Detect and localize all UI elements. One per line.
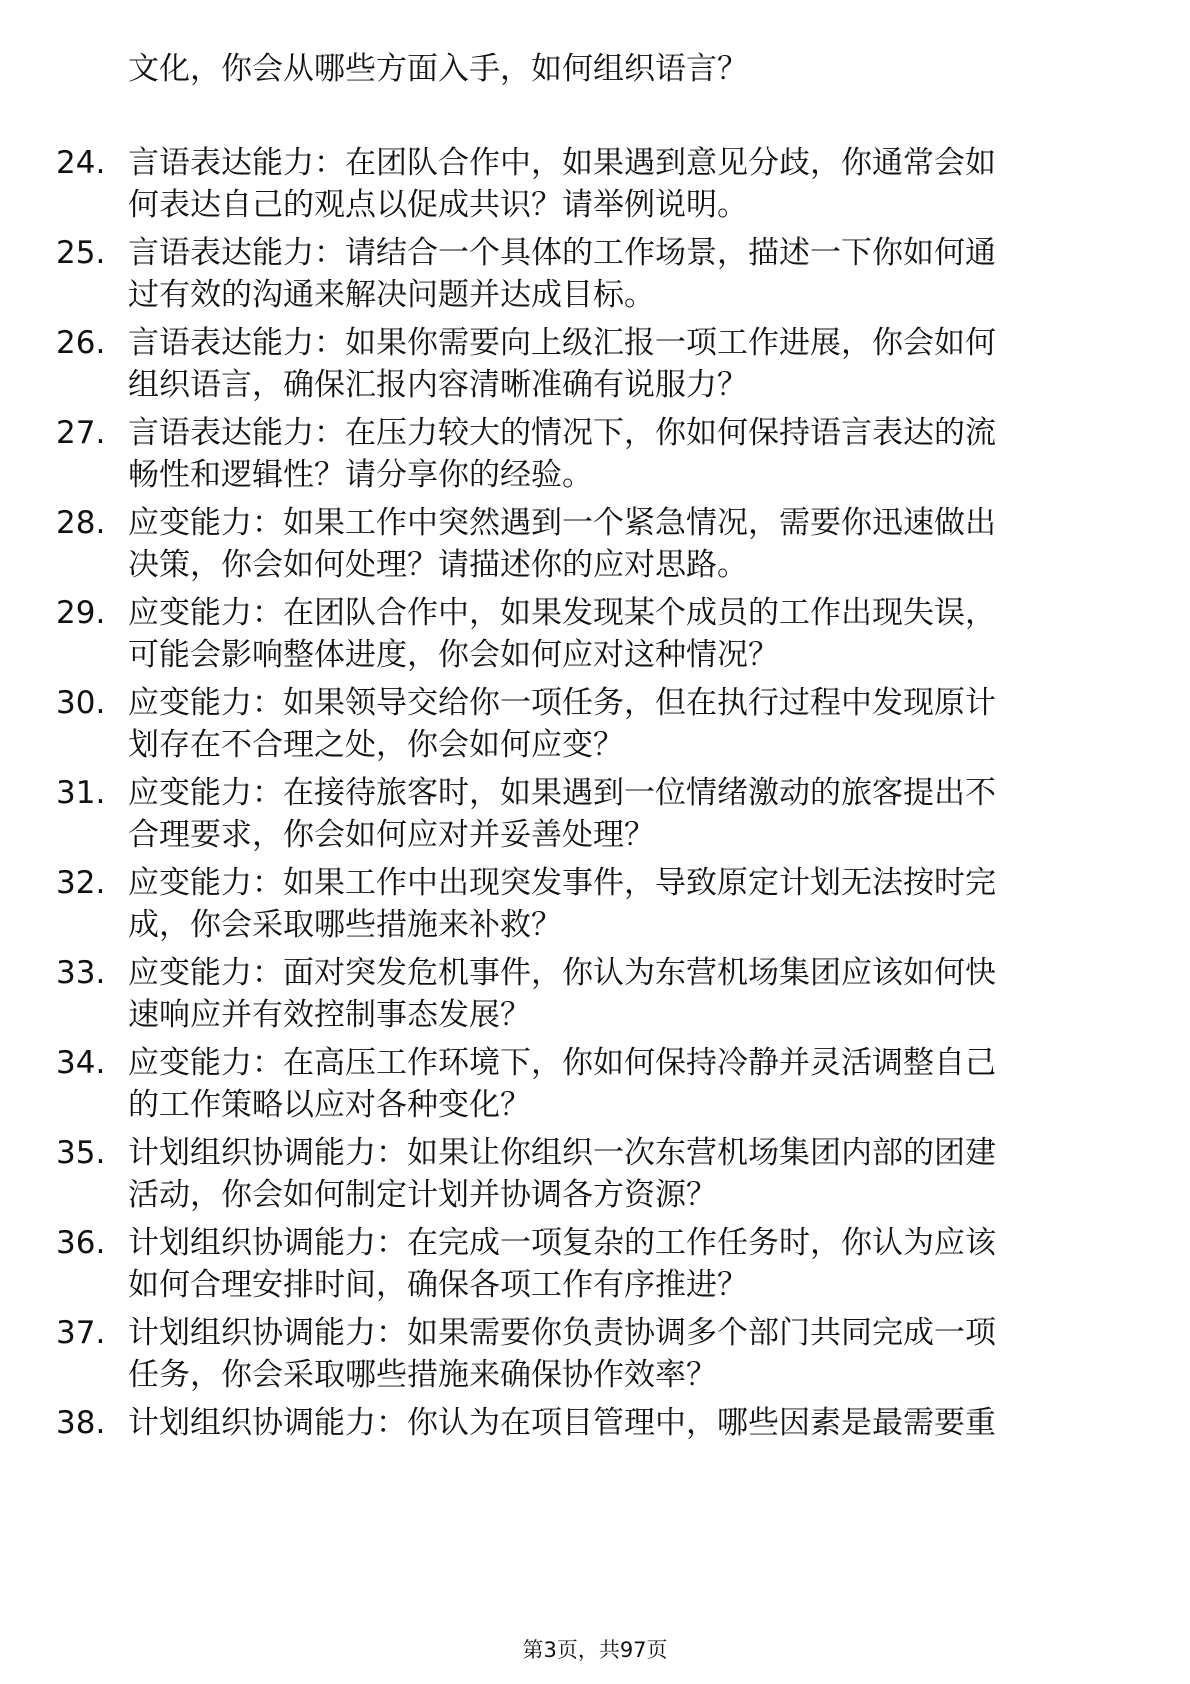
- item-text-line: 应变能力：在团队合作中，如果发现某个成员的工作出现失误，: [128, 595, 996, 631]
- item-number: 30.: [56, 685, 106, 721]
- item-number: 33.: [56, 955, 106, 991]
- item-number: 35.: [56, 1135, 106, 1171]
- item-text-line: 畅性和逻辑性？请分享你的经验。: [128, 457, 593, 493]
- item-text-line: 应变能力：如果工作中突然遇到一个紧急情况，需要你迅速做出: [128, 505, 996, 541]
- item-text: [128, 1312, 1128, 1396]
- item-text: [128, 142, 1128, 226]
- item-number: 34.: [56, 1045, 106, 1081]
- item-text-line: 任务，你会采取哪些措施来确保协作效率？: [128, 1357, 717, 1393]
- item-text-line: 何表达自己的观点以促成共识？请举例说明。: [128, 187, 748, 223]
- item-text-line: 应变能力：面对突发危机事件，你认为东营机场集团应该如何快: [128, 955, 996, 991]
- item-text-line: 合理要求，你会如何应对并妥善处理？: [128, 817, 655, 853]
- item-text-line: 计划组织协调能力：如果让你组织一次东营机场集团内部的团建: [128, 1135, 996, 1171]
- item-number: 27.: [56, 415, 106, 451]
- item-text-line: 言语表达能力：请结合一个具体的工作场景，描述一下你如何通: [128, 235, 996, 271]
- item-text-line: 计划组织协调能力：如果需要你负责协调多个部门共同完成一项: [128, 1315, 996, 1351]
- item-number: 36.: [56, 1225, 106, 1261]
- item-text: [128, 502, 1128, 586]
- item-text-line: 应变能力：如果领导交给你一项任务，但在执行过程中发现原计: [128, 685, 996, 721]
- item-text-line: 如何合理安排时间，确保各项工作有序推进？: [128, 1267, 748, 1303]
- item-number: 32.: [56, 865, 106, 901]
- item-text-line: 成，你会采取哪些措施来补救？: [128, 907, 562, 943]
- item-text-line: 计划组织协调能力：在完成一项复杂的工作任务时，你认为应该: [128, 1225, 996, 1261]
- item-number: 38.: [56, 1405, 106, 1441]
- item-text: [128, 412, 1128, 496]
- item-text: [128, 952, 1128, 1036]
- item-number: 28.: [56, 505, 106, 541]
- item-number: 31.: [56, 775, 106, 811]
- item-text-line: 可能会影响整体进度，你会如何应对这种情况？: [128, 637, 779, 673]
- item-text-line: 应变能力：在高压工作环境下，你如何保持冷静并灵活调整自己: [128, 1045, 996, 1081]
- item-text: [128, 682, 1128, 766]
- item-text-line: 决策，你会如何处理？请描述你的应对思路。: [128, 547, 748, 583]
- item-text-line: 应变能力：如果工作中出现突发事件，导致原定计划无法按时完: [128, 865, 996, 901]
- item-number: 37.: [56, 1315, 106, 1351]
- continuation-line: 文化，你会从哪些方面入手，如何组织语言？: [128, 51, 748, 87]
- item-text-line: 过有效的沟通来解决问题并达成目标。: [128, 277, 655, 313]
- item-text: [128, 322, 1128, 406]
- item-text-line: 速响应并有效控制事态发展？: [128, 997, 531, 1033]
- item-number: 25.: [56, 235, 106, 271]
- item-text: [128, 772, 1128, 856]
- item-text-line: 应变能力：在接待旅客时，如果遇到一位情绪激动的旅客提出不: [128, 775, 996, 811]
- page-footer: 第3页，共97页: [522, 1638, 668, 1662]
- item-text-line: 活动，你会如何制定计划并协调各方资源？: [128, 1177, 717, 1213]
- item-text: [128, 1222, 1128, 1306]
- item-text: [128, 1132, 1128, 1216]
- item-number: 24.: [56, 145, 106, 181]
- item-text-line: 的工作策略以应对各种变化？: [128, 1087, 531, 1123]
- item-text: [128, 1402, 1128, 1444]
- item-text: [128, 862, 1128, 946]
- item-text-line: 划存在不合理之处，你会如何应变？: [128, 727, 624, 763]
- item-number: 29.: [56, 595, 106, 631]
- item-text: [128, 592, 1128, 676]
- item-text-line: 言语表达能力：如果你需要向上级汇报一项工作进展，你会如何: [128, 325, 996, 361]
- item-text: [128, 232, 1128, 316]
- item-text-line: 言语表达能力：在团队合作中，如果遇到意见分歧，你通常会如: [128, 145, 996, 181]
- item-text: [128, 1042, 1128, 1126]
- item-number: 26.: [56, 325, 106, 361]
- item-text-line: 言语表达能力：在压力较大的情况下，你如何保持语言表达的流: [128, 415, 996, 451]
- item-text-line: 组织语言，确保汇报内容清晰准确有说服力？: [128, 367, 748, 403]
- item-text-line: 计划组织协调能力：你认为在项目管理中，哪些因素是最需要重: [128, 1405, 996, 1441]
